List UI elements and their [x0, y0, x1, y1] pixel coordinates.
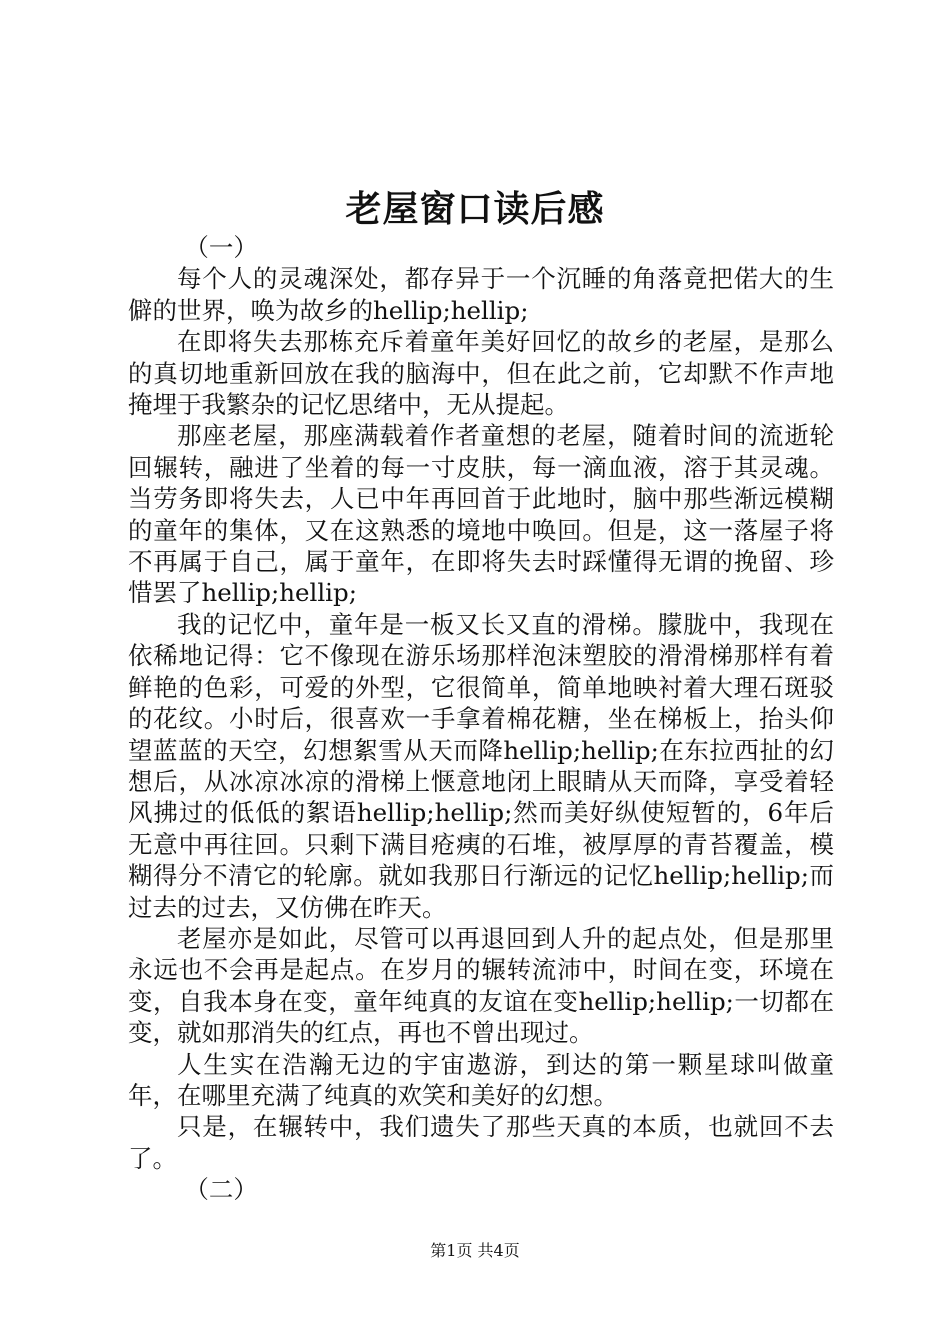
section-heading: （一） [184, 233, 258, 262]
paragraph: 人生实在浩瀚无边的宇宙遨游，到达的第一颗星球叫做童年，在哪里充满了纯真的欢笑和美好的幻想。 [128, 1049, 834, 1110]
section-heading: （二） [184, 1175, 258, 1205]
paragraph: 老屋亦是如此，尽管可以再退回到人升的起点处，但是那里永远也不会再是起点。在岁月的辗转流沛中，时间在变，环境在变，自我本身在变，童年纯真的友谊在变hellip;hellip;一切都在变，就如那消失的红点，再也不曾出现过。 [128, 923, 834, 1048]
document-body [128, 232, 834, 1206]
paragraph: 我的记忆中，童年是一板又长又直的滑梯。朦胧中，我现在依稀地记得：它不像现在游乐场那样泡沫塑胶的滑滑梯那样有着鲜艳的色彩，可爱的外型，它很简单，简单地映衬着大理石斑驳的花纹。小时后，很喜欢一手拿着棉花糖，坐在梯板上，抬头仰望蓝蓝的天空，幻想絮雪从天而降hellip;hellip;在东拉西扯的幻想后，从冰凉冰凉的滑梯上惬意地闭上眼睛从天而降，享受着轻风拂过的低低的絮语hellip;hellip;然而美好纵使短暂的，6年后无意中再往回。只剩下满目疮痍的石堆，被厚厚的青苔覆盖，模糊得分不清它的轮廓。就如我那日行渐远的记忆hellip;hellip;而过去的过去，又仿佛在昨天。 [128, 609, 834, 922]
paragraph: 在即将失去那栋充斥着童年美好回忆的故乡的老屋，是那么的真切地重新回放在我的脑海中，但在此之前，它却默不作声地掩埋于我繁杂的记忆思绪中，无从提起。 [128, 327, 834, 420]
paragraph: 那座老屋，那座满载着作者童想的老屋，随着时间的流逝轮回辗转，融进了坐着的每一寸皮肤，每一滴血液，溶于其灵魂。当劳务即将失去，人已中年再回首于此地时，脑中那些渐远模糊的童年的集体，又在这熟悉的境地中唤回。但是，这一落屋子将不再属于自己，属于童年，在即将失去时踩懂得无谓的挽留、珍惜罢了hellip;hellip; [128, 421, 834, 608]
document-title: 老屋窗口读后感 [345, 188, 605, 230]
paragraph: 每个人的灵魂深处，都存异于一个沉睡的角落竟把偌大的生僻的世界，唤为故乡的hellip;hellip; [128, 264, 834, 325]
paragraph: 只是，在辗转中，我们遗失了那些天真的本质，也就回不去了。 [128, 1112, 834, 1173]
page-footer: 第1页 共4页 [430, 1241, 520, 1260]
